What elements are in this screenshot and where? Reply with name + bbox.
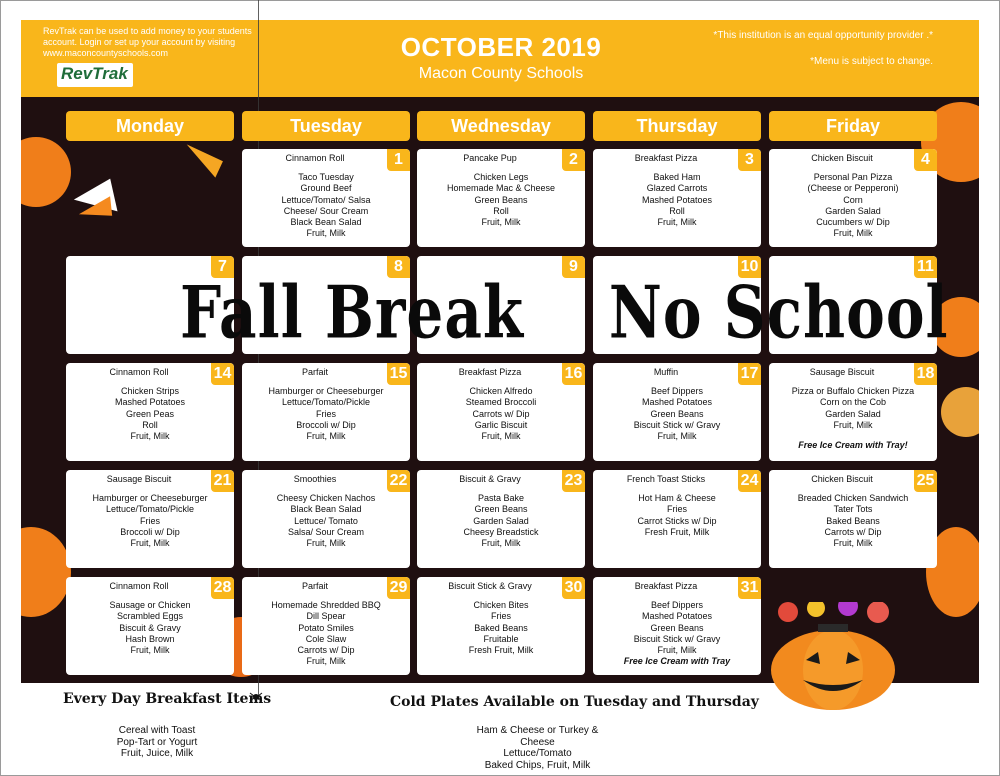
lunch-item: Garlic Biscuit (474, 419, 528, 430)
day-cell-22 (242, 470, 410, 568)
lunch-items (70, 600, 230, 656)
lunch-item: Carrots w/ Dip (824, 526, 882, 537)
day-number: 1 (387, 149, 410, 171)
lunch-item: Chicken Alfredo (469, 386, 533, 396)
lunch-items (597, 172, 757, 228)
day-number: 11 (914, 256, 937, 278)
day-number: 22 (387, 470, 410, 492)
special-note: Free Ice Cream with Tray (623, 656, 731, 667)
breakfast-item: Biscuit Stick & Gravy (448, 581, 532, 591)
lunch-item: Fruit, Milk (130, 645, 170, 656)
revtrak-info: RevTrak can be used to add money to your students account. Login or set up your account by visiting www.maconcountyschools.com (43, 26, 252, 58)
lunch-item: Potato Smiles (298, 622, 354, 633)
lunch-item: Garden Salad (825, 408, 881, 419)
lunch-items (246, 172, 406, 240)
breakfast-item: Parfait (301, 367, 328, 377)
lunch-item: Fries (491, 611, 511, 622)
lunch-item: Hash Brown (125, 633, 175, 644)
cold-plates-list (460, 725, 615, 771)
lunch-item: Fruit, Milk (833, 228, 873, 239)
lunch-items (597, 600, 757, 668)
breakfast-item: Parfait (301, 581, 328, 591)
day-cell-31 (593, 577, 761, 675)
lunch-item: Lettuce/Tomato/Pickle (281, 397, 371, 408)
day-cell-18 (769, 363, 937, 461)
day-number: 23 (562, 470, 585, 492)
menu-change-note: *Menu is subject to change. (810, 56, 933, 67)
lunch-item: Mashed Potatoes (641, 397, 713, 408)
lunch-item: Breaded Chicken Sandwich (797, 493, 909, 503)
page-subtitle: Macon County Schools (418, 65, 584, 82)
day-header-friday: Friday (769, 111, 937, 141)
day-number: 16 (562, 363, 585, 385)
lunch-item: Cole Slaw (305, 633, 347, 644)
lunch-item: Fries (667, 504, 687, 515)
lunch-items (597, 493, 757, 538)
lunch-item: Corn on the Cob (819, 397, 887, 408)
day-cell-28 (66, 577, 234, 675)
lunch-item: Scrambled Eggs (116, 611, 184, 622)
lunch-item: Broccoli w/ Dip (120, 526, 180, 537)
day-number: 28 (211, 577, 234, 599)
day-header-wednesday: Wednesday (417, 111, 585, 141)
candy-corn-decoration (179, 144, 223, 177)
breakfast-item: French Toast Sticks (626, 474, 706, 484)
day-cell-15 (242, 363, 410, 461)
day-number: 15 (387, 363, 410, 385)
cold-plate-item: Baked Chips, Fruit, Milk (484, 759, 591, 771)
lunch-item: Fruit, Milk (306, 538, 346, 549)
revtrak-logo[interactable] (57, 63, 133, 87)
day-number: 30 (562, 577, 585, 599)
breakfast-item: Chicken Biscuit (811, 474, 873, 484)
lunch-item: Hamburger or Cheeseburger (268, 386, 384, 396)
lunch-items (773, 172, 933, 240)
lunch-item: Tater Tots (833, 504, 873, 515)
pumpkin-bucket-image (758, 602, 908, 712)
lunch-item: Baked Beans (826, 515, 880, 526)
lunch-item: Fruit, Milk (657, 431, 697, 442)
lunch-item: Sausage or Chicken (109, 600, 191, 610)
day-cell-21 (66, 470, 234, 568)
lunch-item: Lettuce/Tomato/Pickle (105, 504, 195, 515)
breakfast-item: Breakfast Pizza (634, 153, 698, 163)
day-number: 2 (562, 149, 585, 171)
day-cell-30 (417, 577, 585, 675)
lunch-item: Black Bean Salad (290, 504, 362, 515)
lunch-item: Fresh Fruit, Milk (644, 526, 710, 537)
lunch-item: Fries (316, 408, 336, 419)
lunch-item: Garden Salad (473, 515, 529, 526)
day-cell-17 (593, 363, 761, 461)
day-cell-4 (769, 149, 937, 247)
cold-plate-item: Ham & Cheese or Turkey & Cheese (476, 725, 599, 748)
lunch-item: Fruit, Milk (130, 538, 170, 549)
lunch-item: Mashed Potatoes (114, 397, 186, 408)
lunch-items (70, 493, 230, 549)
lunch-item: Hot Ham & Cheese (638, 493, 716, 503)
lunch-item: Mashed Potatoes (641, 194, 713, 205)
lunch-item: Fruit, Milk (306, 656, 346, 667)
lunch-item: Pizza or Buffalo Chicken Pizza (791, 386, 915, 396)
lunch-item: Glazed Carrots (646, 183, 708, 194)
lunch-item: Dill Spear (306, 611, 346, 622)
lunch-item: Carrots w/ Dip (297, 645, 355, 656)
lunch-item: Garden Salad (825, 205, 881, 216)
special-note: Free Ice Cream with Tray! (798, 440, 908, 451)
lunch-item: Taco Tuesday (298, 172, 354, 182)
day-number: 18 (914, 363, 937, 385)
breakfast-item: Breakfast Pizza (634, 581, 698, 591)
revtrak-logo-text: RevTrak (61, 64, 128, 83)
lunch-item: Mashed Potatoes (641, 611, 713, 622)
lunch-item: Broccoli w/ Dip (296, 419, 356, 430)
day-header-monday: Monday (66, 111, 234, 141)
cold-plates-title: Cold Plates Available on Tuesday and Thursday (390, 694, 759, 710)
lunch-item: Green Beans (650, 408, 704, 419)
lunch-item: Fruit, Milk (306, 228, 346, 239)
lunch-item: Black Bean Salad (290, 217, 362, 228)
lunch-item: Fruitable (483, 633, 519, 644)
lunch-item: Ground Beef (300, 183, 352, 194)
lunch-items (246, 600, 406, 668)
lunch-item: Corn (843, 194, 863, 205)
lunch-item: (Cheese or Pepperoni) (807, 183, 899, 194)
lunch-item: Baked Ham (653, 172, 701, 182)
lunch-items (773, 386, 933, 451)
lunch-items (773, 493, 933, 549)
lunch-item: Personal Pan Pizza (813, 172, 893, 182)
day-number: 31 (738, 577, 761, 599)
breakfast-items-title: Every Day Breakfast Items (63, 691, 272, 707)
lunch-item: Green Beans (474, 504, 528, 515)
page-title: OCTOBER 2019 (400, 32, 602, 62)
lunch-items (70, 386, 230, 442)
breakfast-item: Cinnamon Roll (109, 581, 169, 591)
breakfast-items-list (92, 725, 222, 760)
lunch-items (421, 600, 581, 656)
breakfast-item: Chicken Biscuit (811, 153, 873, 163)
lunch-item: Steamed Broccoli (465, 397, 537, 408)
lunch-item: Fruit, Milk (833, 419, 873, 430)
day-cell-16 (417, 363, 585, 461)
breakfast-item: Sausage Biscuit (809, 367, 875, 377)
breakfast-item: Cereal with Toast (118, 725, 196, 736)
day-number: 29 (387, 577, 410, 599)
day-cell-23 (417, 470, 585, 568)
day-cell-14 (66, 363, 234, 461)
lunch-item: Fresh Fruit, Milk (468, 645, 534, 656)
equal-opportunity-note: *This institution is an equal opportunity provider .* (713, 30, 933, 41)
day-cell-3 (593, 149, 761, 247)
breakfast-item: Sausage Biscuit (106, 474, 172, 484)
lunch-item: Chicken Bites (473, 600, 529, 610)
lunch-item: Fruit, Milk (130, 431, 170, 442)
breakfast-item: Muffin (653, 367, 679, 377)
lunch-item: Biscuit Stick w/ Gravy (633, 633, 721, 644)
breakfast-item: Cinnamon Roll (285, 153, 345, 163)
lunch-item: Biscuit & Gravy (119, 622, 181, 633)
lunch-item: Biscuit Stick w/ Gravy (633, 419, 721, 430)
day-cell-29 (242, 577, 410, 675)
lunch-item: Homemade Mac & Cheese (446, 183, 556, 194)
lunch-item: Cheesy Chicken Nachos (276, 493, 376, 503)
lunch-item: Fruit, Milk (833, 538, 873, 549)
breakfast-item: Pop-Tart or Yogurt (116, 736, 198, 748)
day-header-thursday: Thursday (593, 111, 761, 141)
day-header-tuesday: Tuesday (242, 111, 410, 141)
day-cell-24 (593, 470, 761, 568)
breakfast-item: Fruit, Juice, Milk (120, 748, 194, 759)
day-number: 14 (211, 363, 234, 385)
day-number: 17 (738, 363, 761, 385)
lollipop-decoration (941, 387, 979, 437)
fall-break-banner: Fall Break No School (180, 270, 949, 355)
day-cell-25 (769, 470, 937, 568)
lunch-item: Green Peas (125, 408, 175, 419)
day-number: 8 (387, 256, 410, 278)
day-number: 7 (211, 256, 234, 278)
lunch-item: Salsa/ Sour Cream (287, 526, 365, 537)
lunch-item: Homemade Shredded BBQ (271, 600, 381, 610)
lunch-item: Fruit, Milk (481, 538, 521, 549)
lunch-items (246, 386, 406, 442)
header-banner (21, 20, 979, 97)
lunch-item: Roll (142, 419, 158, 430)
lunch-item: Carrots w/ Dip (472, 408, 530, 419)
day-number: 21 (211, 470, 234, 492)
pumpkin-decoration (21, 527, 71, 617)
lunch-item: Lettuce/Tomato/ Salsa (281, 194, 371, 205)
pumpkin-decoration (21, 137, 71, 207)
day-number: 24 (738, 470, 761, 492)
cold-plate-item: Lettuce/Tomato (503, 748, 572, 759)
lunch-item: Green Beans (650, 622, 704, 633)
lunch-item: Roll (493, 205, 509, 216)
lunch-item: Baked Beans (474, 622, 528, 633)
lunch-item: Cheesy Breadstick (463, 526, 539, 537)
lunch-item: Chicken Strips (120, 386, 180, 396)
lunch-item: Fries (140, 515, 160, 526)
lunch-item: Cheese/ Sour Cream (283, 205, 369, 216)
lunch-item: Fruit, Milk (481, 431, 521, 442)
lunch-item: Lettuce/ Tomato (294, 515, 358, 526)
breakfast-item: Smoothies (293, 474, 337, 484)
day-number: 4 (914, 149, 937, 171)
day-number: 3 (738, 149, 761, 171)
breakfast-item: Biscuit & Gravy (459, 474, 521, 484)
lunch-items (597, 386, 757, 442)
lunch-item: Beef Dippers (650, 386, 704, 396)
lunch-item: Fruit, Milk (657, 645, 697, 656)
day-number: 9 (562, 256, 585, 278)
breakfast-item: Breakfast Pizza (458, 367, 522, 377)
lunch-item: Hamburger or Cheeseburger (92, 493, 208, 503)
lunch-item: Beef Dippers (650, 600, 704, 610)
lunch-items (246, 493, 406, 549)
lunch-item: Cucumbers w/ Dip (816, 217, 890, 228)
lunch-items (421, 172, 581, 228)
lunch-items (421, 493, 581, 549)
breakfast-item: Cinnamon Roll (109, 367, 169, 377)
lunch-item: Chicken Legs (473, 172, 529, 182)
day-cell-1 (242, 149, 410, 247)
day-number: 10 (738, 256, 761, 278)
lunch-item: Fruit, Milk (657, 217, 697, 228)
lunch-items (421, 386, 581, 442)
day-number: 25 (914, 470, 937, 492)
breakfast-item: Pancake Pup (463, 153, 517, 163)
lunch-item: Roll (669, 205, 685, 216)
lunch-item: Green Beans (474, 194, 528, 205)
lunch-item: Carrot Sticks w/ Dip (637, 515, 717, 526)
lunch-item: Fruit, Milk (306, 431, 346, 442)
lunch-item: Fruit, Milk (481, 217, 521, 228)
lunch-item: Pasta Bake (477, 493, 525, 503)
day-cell-2 (417, 149, 585, 247)
